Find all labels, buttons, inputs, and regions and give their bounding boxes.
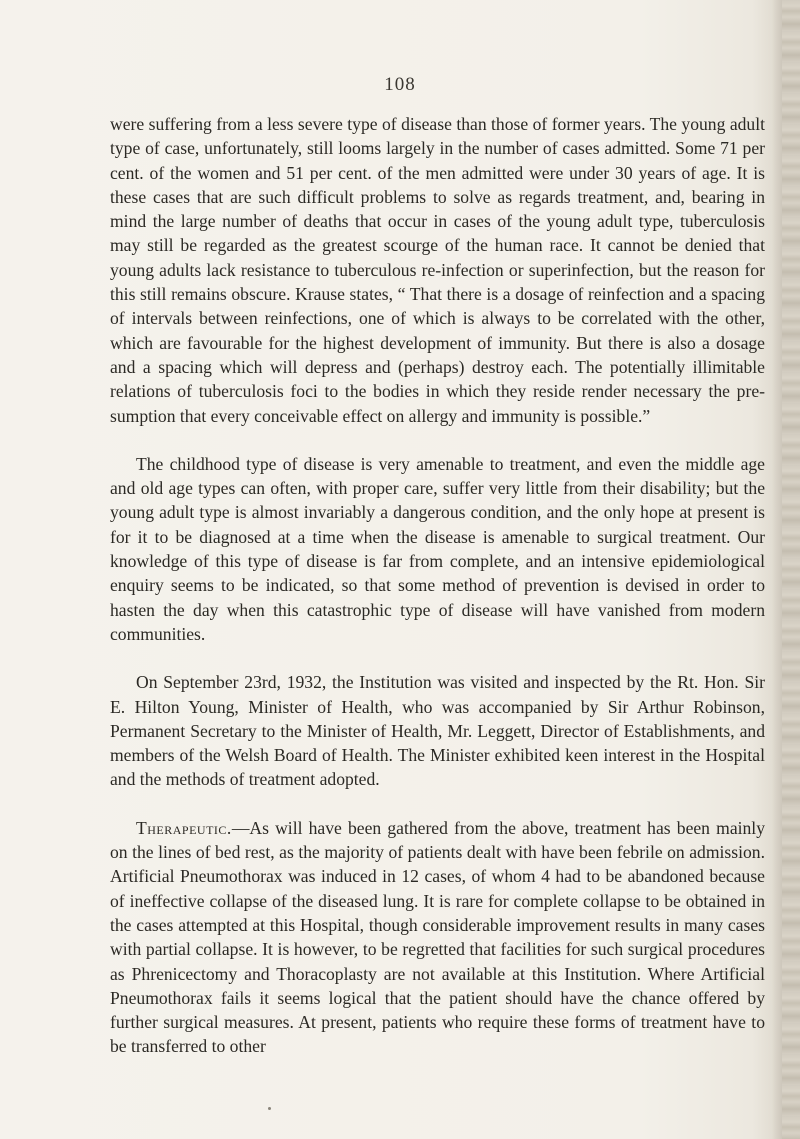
print-speck <box>268 1107 271 1110</box>
section-heading-therapeutic: Therapeutic. <box>136 817 232 838</box>
paragraph-2 <box>110 452 765 646</box>
paragraph-2-text: The childhood type of disease is very amenable to treatment, and even the middle age and old age types can often, with proper care, suffer very little from their disability; but the young adult type is almost invariably a dangerous condition, and the only hope at present is for it to be diagnosed at a time when the disease is amenable to surgical treatment. Our knowledge of this type of disease is far from complete, and an intensive epidemiological enquiry seems to be indicated, so that some method of prevention is devised in order to hasten the day when this catastrophic type of disease will have vanished from modern communities. <box>110 453 765 644</box>
paragraph-1 <box>110 112 765 428</box>
body-text <box>110 112 765 1059</box>
paragraph-4 <box>110 816 765 1059</box>
paragraph-3 <box>110 670 765 791</box>
page-edge <box>782 0 800 1139</box>
paragraph-1-text: were suffering from a less severe type of disease than those of former years. The young adult type of case, unfortunately, still looms largely in the number of cases admitted. Some 71 per cent. of the women and 51 per cent. of the men admitted were under 30 years of age. It is these cases that are such difficult problems to solve as regards treatment, and, bearing in mind the large number of deaths that occur in cases of the young adult type, tuberculosis may still be regarded as the greatest scourge of the human race. It cannot be denied that young adults lack resistance to tuberculous re-infection or superinfection, but the reason for this still remains obscure. Krause states, “ That there is a dosage of reinfection and a spacing of intervals between reinfections, one of which is always to be correlated with the other, which are favourable for the highest development of immunity. But there is also a dosage and a spacing which will depress and (perhaps) destroy each. The potentially illimitable relations of tuberculosis foci to the bodies in which they reside render necessary the pre-sumption that every conceivable effect on allergy and immunity is possible.” <box>110 114 765 426</box>
paragraph-4-text: —As will have been gathered from the above, treatment has been mainly on the lines of bed rest, as the majority of patients dealt with have been febrile on admission. Artificial Pneumothorax was induced in 12 cases, of whom 4 had to be abandoned because of ineffective collapse of the diseased lung. It is rare for complete collapse to be obtained in the cases attempted at this Hospital, though considerable improvement results in many cases with partial collapse. It is however, to be regretted that facilities for such surgical procedures as Phrenicectomy and Thoracoplasty are not available at this Institution. Where Artificial Pneumothorax fails it seems logical that the patient should have the chance offered by further surgical measures. At present, patients who require these forms of treatment have to be transferred to other <box>110 817 765 1057</box>
page-edge-shadow <box>772 0 782 1139</box>
page-number: 108 <box>384 74 416 95</box>
paragraph-3-text: On September 23rd, 1932, the Institution was visited and inspected by the Rt. Hon. Sir E. Hilton Young, Minister of Health, who was accompanied by Sir Arthur Robinson, Permanent Secretary to the Minister of Health, Mr. Leggett, Director of Establishments, and members of the Welsh Board of Health. The Minister exhibited keen interest in the Hospital and the methods of treatment adopted. <box>110 672 765 790</box>
